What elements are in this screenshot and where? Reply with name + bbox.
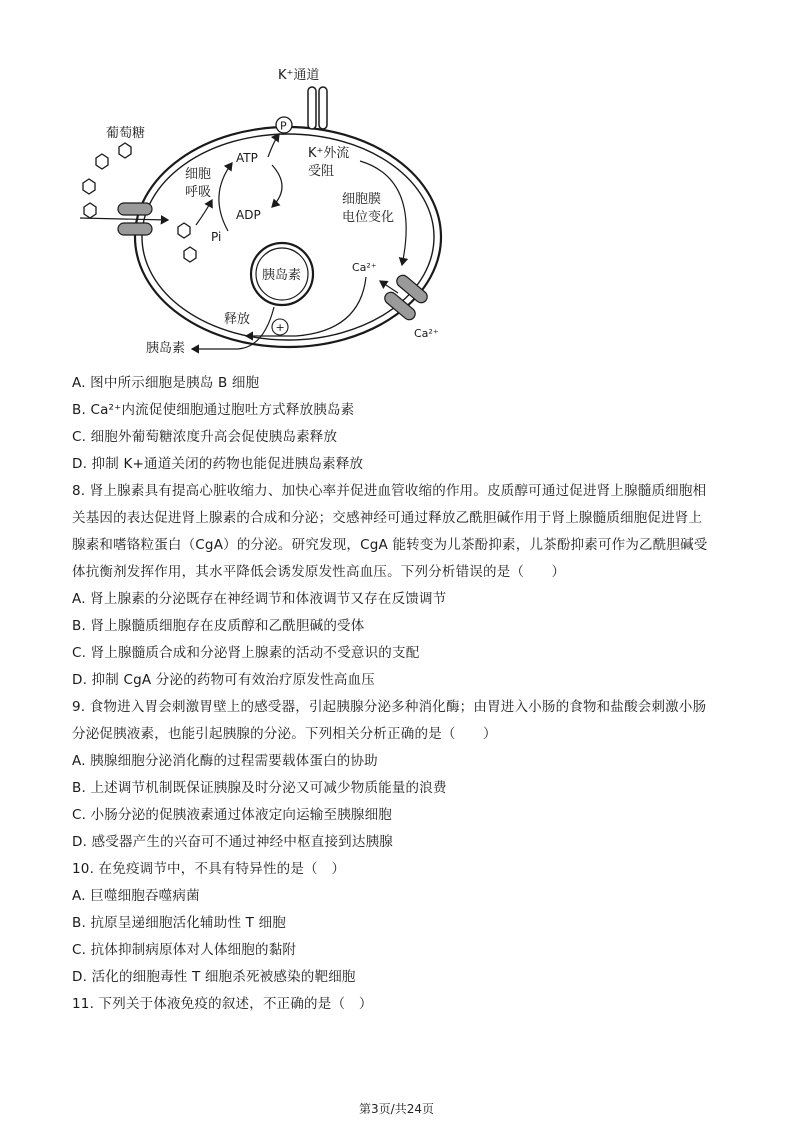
membrane-label-2: 电位变化 (342, 210, 395, 225)
adp-to-atp-arrow (219, 163, 232, 231)
ca-inside-label: Ca²⁺ (352, 261, 377, 274)
atp-to-adp-arrow (272, 165, 282, 207)
respiration-label-1: 细胞 (185, 167, 212, 182)
cell-membrane-outer (135, 127, 441, 347)
ca-influx-arrow (380, 281, 398, 293)
ca-outside-label: Ca²⁺ (414, 327, 439, 340)
text-line: 11. 下列关于体液免疫的叙述，不正确的是（ ） (72, 996, 373, 1012)
plus-label: + (275, 321, 285, 334)
glucose-inside-icon (178, 223, 196, 262)
k-efflux-label-1: K⁺外流 (308, 146, 350, 161)
respiration-label-2: 呼吸 (185, 185, 212, 200)
text-line: B. Ca²⁺内流促使细胞通过胞吐方式释放胰岛素 (72, 402, 355, 418)
text-line: A. 胰腺细胞分泌消化酶的过程需要载体蛋白的协助 (72, 753, 378, 769)
text-line: A. 肾上腺素的分泌既存在神经调节和体液调节又存在反馈调节 (72, 591, 447, 607)
text-line: C. 小肠分泌的促胰液素通过体液定向运输至胰腺细胞 (72, 807, 393, 823)
text-line: 体抗衡剂发挥作用，其水平降低会诱发原发性高血压。下列分析错误的是（ ） (72, 564, 566, 580)
text-line: 分泌促胰液素，也能引起胰腺的分泌。下列相关分析正确的是（ ） (72, 726, 497, 742)
atp-to-p-arrow (268, 134, 279, 157)
k-channel-label: K⁺通道 (278, 68, 320, 83)
text-line: 关基因的表达促进肾上腺素的合成和分泌；交感神经可通过释放乙酰胆碱作用于肾上腺髓质细胞促进肾上 (72, 510, 703, 526)
text-line: B. 肾上腺髓质细胞存在皮质醇和乙酰胆碱的受体 (72, 618, 365, 634)
text-line: B. 抗原呈递细胞活化辅助性 T 细胞 (72, 915, 286, 931)
membrane-label-1: 细胞膜 (342, 192, 382, 207)
insulin-out-label: 胰岛素 (146, 341, 186, 356)
text-line: B. 上述调节机制既保证胰腺及时分泌又可减少物质能量的浪费 (72, 780, 447, 796)
insulin-vesicle-label: 胰岛素 (262, 268, 302, 283)
text-line: 8. 肾上腺素具有提高心脏收缩力、加快心率并促进血管收缩的作用。皮质醇可通过促进肾上腺髓质细胞相 (72, 483, 707, 499)
text-line: D. 抑制 CgA 分泌的药物可有效治疗原发性高血压 (72, 672, 375, 688)
glucose-label: 葡萄糖 (106, 126, 146, 141)
release-label: 释放 (224, 312, 251, 327)
phosphate-label: P (280, 119, 287, 133)
k-channel-icon (308, 87, 327, 129)
atp-label: ATP (236, 151, 258, 165)
text-line: A. 图中所示细胞是胰岛 B 细胞 (72, 375, 260, 391)
adp-label: ADP (236, 208, 261, 222)
text-line: C. 抗体抑制病原体对人体细胞的黏附 (72, 942, 297, 958)
question-text (72, 370, 752, 1018)
text-line: C. 肾上腺髓质合成和分泌肾上腺素的活动不受意识的支配 (72, 645, 420, 661)
text-line: D. 感受器产生的兴奋可不通过神经中枢直接到达胰腺 (72, 834, 393, 850)
text-line: D. 活化的细胞毒性 T 细胞杀死被感染的靶细胞 (72, 969, 356, 985)
text-line: C. 细胞外葡萄糖浓度升高会促使胰岛素释放 (72, 429, 338, 445)
insulin-secretion-diagram (60, 55, 480, 365)
page-footer: 第3页/共24页 (359, 1102, 434, 1116)
pi-label: Pi (211, 230, 222, 244)
glucose-entry-arrow (80, 218, 168, 220)
k-efflux-label-2: 受阻 (308, 164, 335, 179)
text-line: 腺素和嗜铬粒蛋白（CgA）的分泌。研究发现，CgA 能转变为儿茶酚抑素，儿茶酚抑素可作为乙酰胆碱受 (72, 537, 708, 553)
text-line: 10. 在免疫调节中，不具有特异性的是（ ） (72, 861, 346, 877)
respiration-arrow (196, 200, 212, 225)
text-line: D. 抑制 K+通道关闭的药物也能促进胰岛素释放 (72, 456, 364, 472)
text-line: 9. 食物进入胃会刺激胃壁上的感受器，引起胰腺分泌多种消化酶；由胃进入小肠的食物和盐酸会刺激小肠 (72, 699, 707, 715)
text-line: A. 巨噬细胞吞噬病菌 (72, 888, 200, 904)
